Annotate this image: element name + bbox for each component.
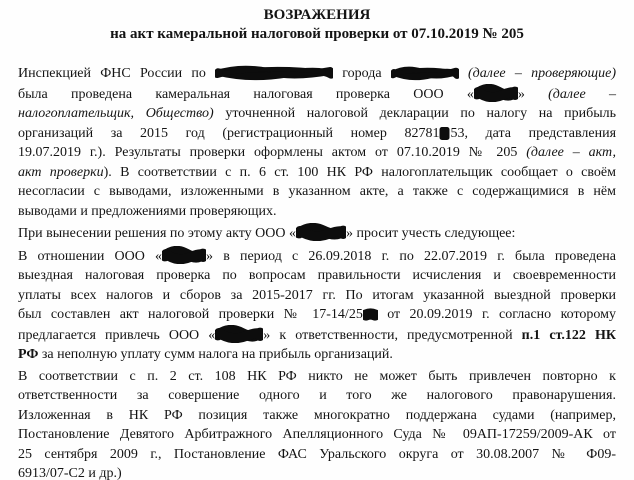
title-line-2: на акт камеральной налоговой проверки от 07.10.2019 № 205: [110, 26, 524, 42]
text-line: [18, 84, 616, 105]
redaction-mark: [215, 325, 263, 343]
text-run: (далее – проверяющие): [458, 66, 616, 81]
text-run: выводами и предложениями проверяющих.: [18, 203, 277, 219]
text-line: [18, 345, 616, 365]
text-run: »: [517, 86, 549, 102]
text-run: » к ответственности, предусмотренной: [263, 327, 522, 343]
paragraph: [18, 223, 616, 244]
text-run: Постановление Девятого Арбитражного Апелляционного Суда № 09АП-17259/2009-АК от: [18, 427, 616, 442]
redaction-mark: [391, 66, 459, 81]
text-run: п.1 ст.122 НК: [521, 327, 616, 343]
paragraph: [18, 246, 616, 365]
text-run: РФ: [18, 347, 39, 362]
text-run: При вынесении решения по этому акту ООО «: [18, 226, 297, 241]
text-run: » просит учесть следующее:: [346, 226, 516, 241]
text-line: [18, 445, 616, 465]
text-line: [18, 367, 616, 387]
text-run: организаций за 2015 год (регистрационный номер 82781: [18, 125, 440, 141]
text-run: В отношении ООО «: [18, 248, 163, 264]
redaction-mark: [363, 308, 378, 322]
text-line: [18, 163, 616, 183]
text-line: [18, 305, 616, 325]
text-line: [18, 386, 616, 406]
text-line: [18, 266, 616, 286]
text-line: [18, 464, 616, 480]
text-run: налогоплательщик, Общество): [18, 106, 214, 121]
text-line: [18, 406, 616, 426]
redaction-mark: [439, 126, 450, 141]
text-line: [18, 286, 616, 306]
text-run: (далее –: [548, 86, 617, 102]
text-run: выездная налоговая проверка по вопросам правильности исчисления и своевременности: [18, 268, 616, 283]
text-run: ). В соответствии с п. 6 ст. 100 НК РФ налогоплательщик сообщает о своём: [103, 164, 616, 180]
document-body: [18, 64, 616, 480]
redaction-mark: [215, 65, 333, 81]
text-line: [18, 64, 616, 84]
document-title: [18, 6, 616, 44]
text-run: Изложенная в НК РФ позиция также многократно поддержана судами (например,: [18, 407, 616, 423]
paragraph: [18, 367, 616, 480]
text-run: был составлен акт налоговой проверки № 17-14/25: [18, 307, 363, 322]
text-line: [18, 202, 616, 222]
text-line: [18, 143, 616, 163]
text-run: 6913/07-С2 и др.): [18, 466, 122, 480]
text-line: [18, 246, 616, 267]
redaction-mark: [162, 246, 206, 264]
text-run: города: [333, 66, 391, 81]
text-run: несогласии с выводами, изложенными в указанном акте, а также с содержащимися в нём: [18, 184, 616, 199]
text-run: 53, дата представления: [450, 125, 617, 141]
text-run: за неполную уплату сумм налога на прибыль организаций.: [38, 347, 393, 362]
text-run: уточненной налоговой декларации по налогу на прибыль: [213, 106, 616, 121]
text-line: [18, 182, 616, 202]
text-run: » в период с 26.09.2018 г. по 22.07.2019 г. была проведена: [206, 248, 616, 264]
text-run: 25 сентября 2009 г., Постановление ФАС Уральского округа от 30.08.2007 № Ф09-: [18, 446, 616, 462]
text-run: акт проверки: [18, 164, 104, 180]
text-line: [18, 124, 616, 144]
text-line: [18, 223, 616, 244]
title-line-1: ВОЗРАЖЕНИЯ: [263, 7, 371, 23]
text-run: уплаты всех налогов и сборов за 2015-2017 гг. По итогам указанной выездной проверки: [18, 287, 616, 303]
redaction-mark: [296, 223, 346, 241]
text-run: Инспекцией ФНС России по: [18, 66, 216, 81]
text-run: была проведена камеральная налоговая проверка ООО «: [18, 86, 474, 102]
text-run: от 20.09.2019 г. согласно которому: [377, 307, 617, 322]
text-run: В соответствии с п. 2 ст. 108 НК РФ никто не может быть привлечен повторно к: [18, 368, 616, 384]
text-run: (далее – акт,: [526, 145, 617, 160]
paragraph: [18, 64, 616, 221]
text-run: ответственности за совершение одного и того же налогового правонарушения.: [18, 388, 616, 403]
redaction-mark: [474, 84, 518, 102]
text-line: [18, 104, 616, 124]
text-line: [18, 425, 616, 445]
text-line: [18, 325, 616, 346]
text-run: предлагается привлечь ООО «: [18, 327, 216, 343]
text-run: 19.07.2019 г.). Результаты проверки оформлены актом от 07.10.2019 № 205: [18, 145, 527, 160]
